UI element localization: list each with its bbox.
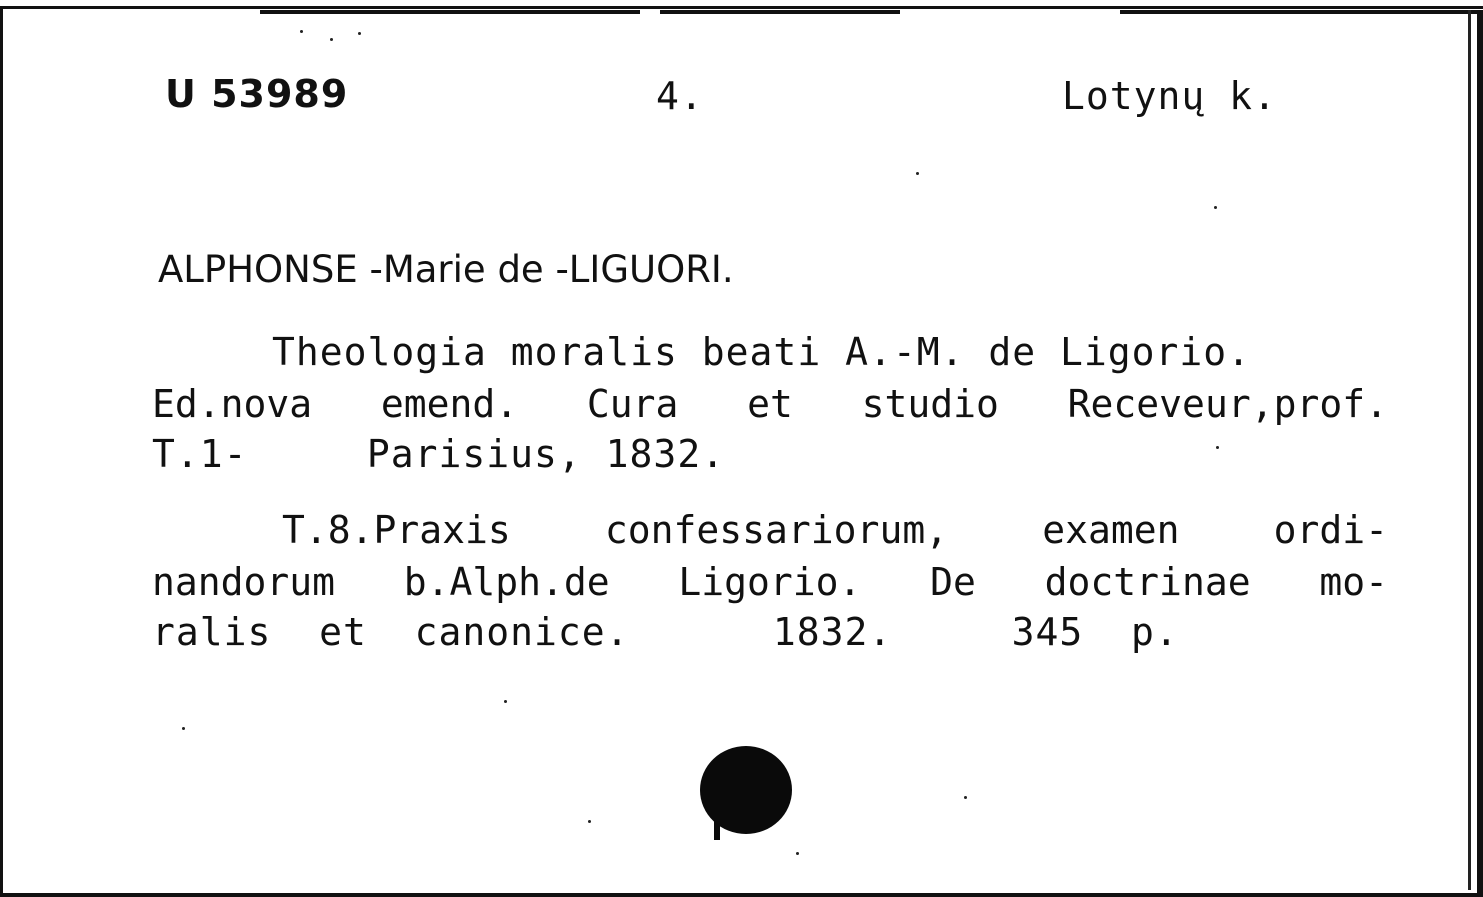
title-word: Cura (586, 382, 679, 426)
note-word: confessariorum, (604, 508, 949, 552)
note-word: nandorum (152, 560, 336, 604)
author-heading: ALPHONSE -Marie de -LIGUORI. (158, 248, 734, 291)
card-right-inner-edge (1468, 10, 1471, 890)
note-word: doctrinae (1044, 560, 1251, 604)
card-bottom-edge (0, 893, 1483, 897)
card-top-edge-segment (1120, 10, 1483, 14)
card-top-edge-segment (260, 10, 640, 14)
note-word: T.8.Praxis (282, 508, 511, 552)
note-word: mo- (1319, 560, 1388, 604)
card-right-edge (1477, 14, 1483, 897)
scan-speck (964, 796, 967, 799)
card-left-edge (0, 6, 3, 897)
scan-speck (796, 852, 799, 855)
title-word: emend. (380, 382, 519, 426)
scan-speck (358, 32, 361, 35)
punch-hole-mark (714, 818, 720, 840)
title-line-2 (152, 382, 1388, 426)
volume-note-line-1 (282, 508, 1388, 552)
note-word: Ligorio. (678, 560, 862, 604)
note-word: b.Alph.de (403, 560, 610, 604)
scan-speck (330, 38, 333, 41)
note-word: ordi- (1273, 508, 1388, 552)
note-word: examen (1042, 508, 1180, 552)
volume-note-line-2 (152, 560, 1388, 604)
title-line-1: Theologia moralis beati A.-M. de Ligorio. (272, 330, 1251, 374)
scan-speck (504, 700, 507, 703)
scan-speck (588, 820, 591, 823)
call-number: U 53989 (165, 72, 349, 116)
note-word: De (930, 560, 976, 604)
card-top-edge-segment (660, 10, 900, 14)
volume-note-line-3: ralis et canonice. 1832. 345 p. (152, 610, 1179, 654)
title-word: studio (861, 382, 999, 426)
scan-artifact (686, 862, 691, 892)
scan-speck (182, 727, 185, 730)
scan-speck (916, 172, 919, 175)
title-word: Ed.nova (152, 382, 313, 426)
language-label: Lotynų k. (1062, 74, 1277, 118)
card-top-edge (0, 6, 1483, 9)
scan-speck (300, 30, 303, 33)
scan-speck (1214, 206, 1217, 209)
title-word: et (747, 382, 793, 426)
volume-number: 4. (656, 74, 704, 118)
imprint-line: T.1- Parisius, 1832. (152, 432, 726, 476)
title-word: Receveur,prof. (1067, 382, 1388, 426)
scan-speck (1216, 446, 1219, 449)
